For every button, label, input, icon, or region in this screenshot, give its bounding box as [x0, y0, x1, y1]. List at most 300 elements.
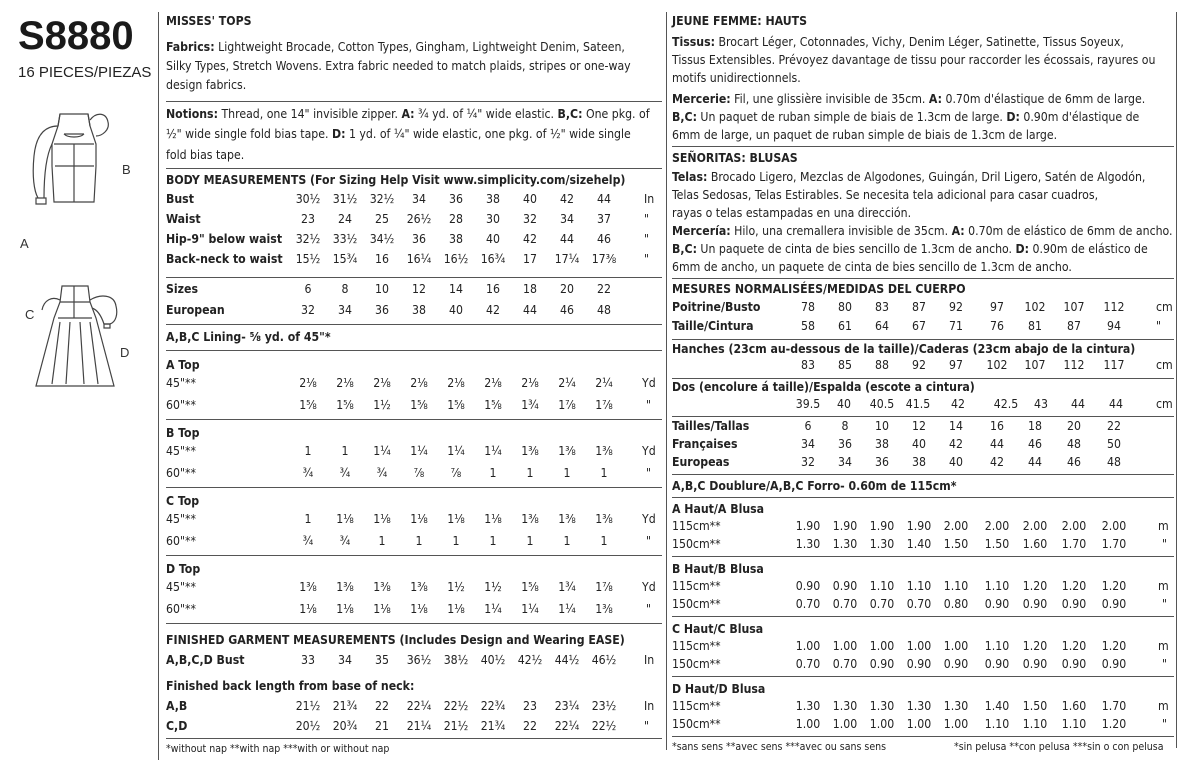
value-cell: 20½	[295, 719, 321, 733]
value-cell: 31½	[332, 192, 358, 206]
unit-label: Yd	[642, 376, 656, 390]
value-cell: 1	[304, 444, 312, 458]
fr-mercerie-line	[672, 108, 1139, 126]
rule	[672, 497, 1174, 498]
value-cell: 1¼	[373, 444, 391, 458]
row-label: 60"**	[166, 398, 196, 412]
value-cell: 2⅛	[521, 376, 539, 390]
value-cell: 0.90	[1061, 657, 1087, 671]
value-cell: 26½	[406, 212, 432, 226]
value-cell: 1⅝	[299, 398, 317, 412]
row-label: 60"**	[166, 466, 196, 480]
notions-line: fold bias tape.	[166, 148, 245, 162]
value-cell: 12	[912, 419, 926, 433]
value-cell: 1.50	[1022, 699, 1048, 713]
top-title: B Top	[166, 426, 200, 440]
row-label: European	[166, 303, 225, 317]
value-cell: 22	[523, 719, 537, 733]
value-cell: 0.70	[832, 657, 858, 671]
unit-label: "	[1162, 717, 1168, 731]
row-label: 45"**	[166, 444, 196, 458]
value-cell: 1	[563, 534, 571, 548]
value-cell: 2.00	[1061, 519, 1087, 533]
value-cell: 80	[838, 300, 852, 314]
value-cell: 33	[301, 653, 315, 667]
unit-label: m	[1158, 639, 1169, 653]
value-cell: 58	[801, 319, 815, 333]
rule	[672, 676, 1174, 677]
value-cell: 35	[375, 653, 389, 667]
value-cell: 1.10	[869, 579, 895, 593]
text-run: Notions:	[166, 107, 218, 121]
value-cell: 0.90	[943, 657, 969, 671]
value-cell: 1.00	[832, 717, 858, 731]
value-cell: 61	[838, 319, 852, 333]
value-cell: 1	[526, 534, 534, 548]
value-cell: 97	[949, 358, 963, 372]
value-cell: 1	[452, 534, 460, 548]
footnote-en: *without nap **with nap ***with or without nap	[166, 743, 390, 755]
rule	[166, 419, 662, 420]
value-cell: 1.90	[795, 519, 821, 533]
value-cell: 16½	[443, 252, 469, 266]
row-label: Hip-9" below waist	[166, 232, 283, 246]
value-cell: 36½	[406, 653, 432, 667]
value-cell: 48	[1067, 437, 1081, 451]
fr-mercerie-line	[672, 90, 1145, 108]
value-cell: 23½	[591, 699, 617, 713]
fabrics-line: Silky Types, Stretch Wovens. Extra fabric needed to match plaids, stripes or one-way	[166, 59, 631, 73]
es-title: SEÑORITAS: BLUSAS	[672, 151, 798, 165]
value-cell: 1	[526, 466, 534, 480]
value-cell: 1⅝	[521, 580, 539, 594]
value-cell: 32	[801, 455, 815, 469]
value-cell: 1⅛	[447, 512, 465, 526]
value-cell: 1.20	[1101, 579, 1127, 593]
value-cell: 1.20	[1022, 579, 1048, 593]
value-cell: 1.30	[943, 699, 969, 713]
value-cell: 0.90	[1061, 597, 1087, 611]
value-cell: 1.30	[795, 699, 821, 713]
value-cell: 38	[486, 192, 500, 206]
footnote-es: *sin pelusa **con pelusa ***sin o con pelusa	[954, 741, 1164, 753]
unit-label: "	[1162, 597, 1168, 611]
tissus-line: motifs unidirectionnels.	[672, 71, 801, 85]
value-cell: 1.90	[869, 519, 895, 533]
value-cell: 81	[1028, 319, 1042, 333]
value-cell: 1.10	[943, 579, 969, 593]
value-cell: 1⅛	[373, 602, 391, 616]
text-run: 0.70m de elástico de 6mm de ancho.	[964, 224, 1173, 238]
value-cell: 8	[341, 282, 349, 296]
text-run: ¾ yd. of ¼" wide elastic.	[414, 107, 558, 121]
value-cell: 1⅝	[410, 398, 428, 412]
dos-label: Dos (encolure á taille)/Espalda (escote a cintura)	[672, 380, 975, 394]
unit-label: cm	[1156, 397, 1173, 411]
row-label: 150cm**	[672, 717, 721, 731]
haut-title: C Haut/C Blusa	[672, 622, 764, 636]
row-label: A,B	[166, 699, 188, 713]
value-cell: ⅞	[413, 466, 425, 480]
value-cell: 1⅛	[410, 602, 428, 616]
value-cell: 2.00	[943, 519, 969, 533]
text-run: Mercería:	[672, 224, 731, 238]
value-cell: 18	[523, 282, 537, 296]
unit-label: "	[646, 466, 652, 480]
hanches-label: Hanches (23cm au-dessous de la taille)/Caderas (23cm abajo de la cintura)	[672, 342, 1136, 356]
value-cell: 15½	[295, 252, 321, 266]
value-cell: 1⅛	[336, 602, 354, 616]
value-cell: 22¼	[406, 699, 432, 713]
value-cell: 1⅞	[558, 398, 576, 412]
value-cell: 0.90	[869, 657, 895, 671]
text-run: Mercerie:	[672, 92, 731, 106]
value-cell: 1.00	[943, 717, 969, 731]
value-cell: 20¾	[332, 719, 358, 733]
view-label-a: A	[20, 236, 29, 251]
row-label: 150cm**	[672, 657, 721, 671]
value-cell: 23	[301, 212, 315, 226]
value-cell: 1.70	[1061, 537, 1087, 551]
value-cell: 1.90	[832, 519, 858, 533]
value-cell: 1⅜	[521, 512, 539, 526]
value-cell: 36	[449, 192, 463, 206]
unit-label: Yd	[642, 580, 656, 594]
value-cell: 43	[1034, 397, 1048, 411]
value-cell: 1.10	[906, 579, 932, 593]
lining-note: A,B,C Lining- ⅝ yd. of 45"*	[166, 330, 331, 344]
unit-label: "	[644, 719, 650, 733]
finished-back-label: Finished back length from base of neck:	[166, 679, 415, 693]
text-run: Thread, one 14" invisible zipper.	[217, 107, 402, 121]
body-measurements-title: BODY MEASUREMENTS (For Sizing Help Visit www.simplicity.com/sizehelp)	[166, 173, 626, 187]
value-cell: 1⅝	[447, 398, 465, 412]
value-cell: 1¼	[447, 444, 465, 458]
value-cell: 1⅜	[299, 580, 317, 594]
value-cell: 94	[1107, 319, 1121, 333]
value-cell: 1.70	[1101, 537, 1127, 551]
row-label: 115cm**	[672, 639, 721, 653]
value-cell: 32	[523, 212, 537, 226]
value-cell: 1.30	[795, 537, 821, 551]
text-run: A:	[951, 224, 965, 238]
row-label: 60"**	[166, 534, 196, 548]
value-cell: 1.20	[1061, 579, 1087, 593]
haut-title: A Haut/A Blusa	[672, 502, 765, 516]
value-cell: 112	[1103, 300, 1125, 314]
value-cell: 1	[489, 534, 497, 548]
value-cell: 21	[375, 719, 389, 733]
value-cell: 34	[338, 653, 352, 667]
value-cell: 44	[990, 437, 1004, 451]
value-cell: 44	[1028, 455, 1042, 469]
value-cell: 1.10	[1022, 717, 1048, 731]
value-cell: 1⅛	[299, 602, 317, 616]
row-label: 45"**	[166, 376, 196, 390]
value-cell: 1.60	[1022, 537, 1048, 551]
value-cell: 1.40	[984, 699, 1010, 713]
value-cell: 30½	[295, 192, 321, 206]
value-cell: 102	[1024, 300, 1046, 314]
value-cell: 1⅜	[373, 580, 391, 594]
fabrics-line: design fabrics.	[166, 78, 247, 92]
row-label: C,D	[166, 719, 188, 733]
value-cell: 6	[804, 419, 812, 433]
row-label: Taille/Cintura	[672, 319, 754, 333]
value-cell: 1.00	[832, 639, 858, 653]
value-cell: 1.50	[984, 537, 1010, 551]
value-cell: 14	[949, 419, 963, 433]
value-cell: 1¼	[558, 602, 576, 616]
value-cell: 37	[597, 212, 611, 226]
value-cell: 16	[375, 252, 389, 266]
row-label: A,B,C,D Bust	[166, 653, 245, 667]
unit-label: m	[1158, 519, 1169, 533]
text-run: Tissus:	[672, 35, 716, 49]
value-cell: 1½	[484, 580, 502, 594]
value-cell: 44½	[554, 653, 580, 667]
unit-label: m	[1158, 579, 1169, 593]
value-cell: 42	[990, 455, 1004, 469]
unit-label: cm	[1156, 358, 1173, 372]
value-cell: 1⅜	[595, 444, 613, 458]
tissus-line	[672, 33, 1124, 51]
top-title: C Top	[166, 494, 200, 508]
value-cell: 0.90	[1022, 597, 1048, 611]
text-run: ½" wide single fold bias tape.	[166, 127, 332, 141]
row-label: Sizes	[166, 282, 198, 296]
row-label: Tailles/Tallas	[672, 419, 750, 433]
value-cell: 1.30	[832, 699, 858, 713]
value-cell: ¾	[376, 466, 388, 480]
text-run: B,C:	[557, 107, 583, 121]
value-cell: 1⅞	[595, 398, 613, 412]
text-run: Lightweight Brocade, Cotton Types, Gingham, Lightweight Denim, Sateen,	[214, 40, 625, 54]
value-cell: 1⅜	[521, 444, 539, 458]
unit-label: In	[644, 192, 655, 206]
view-label-c: C	[25, 307, 35, 322]
value-cell: 1	[341, 444, 349, 458]
value-cell: 10	[375, 282, 389, 296]
value-cell: 22	[375, 699, 389, 713]
value-cell: 83	[875, 300, 889, 314]
value-cell: 1¼	[521, 602, 539, 616]
value-cell: 12	[412, 282, 426, 296]
row-label: 45"**	[166, 512, 196, 526]
value-cell: 1	[600, 534, 608, 548]
rule	[166, 324, 662, 325]
value-cell: 1.10	[1061, 717, 1087, 731]
value-cell: 22¾	[480, 699, 506, 713]
value-cell: 44	[597, 192, 611, 206]
value-cell: 1.50	[943, 537, 969, 551]
value-cell: 16¾	[480, 252, 506, 266]
value-cell: 42½	[517, 653, 543, 667]
en-title: MISSES' TOPS	[166, 14, 252, 28]
value-cell: 1.00	[869, 717, 895, 731]
value-cell: 46	[1067, 455, 1081, 469]
value-cell: 1.20	[1101, 639, 1127, 653]
value-cell: 32	[301, 303, 315, 317]
value-cell: 102	[986, 358, 1008, 372]
value-cell: 44	[560, 232, 574, 246]
fr-mercerie-line: 6mm de large, un paquet de ruban simple de biais de 1.3cm de large.	[672, 128, 1058, 142]
value-cell: 0.70	[906, 597, 932, 611]
value-cell: 50	[1107, 437, 1121, 451]
value-cell: 38½	[443, 653, 469, 667]
value-cell: 0.90	[1101, 657, 1127, 671]
value-cell: 40	[912, 437, 926, 451]
value-cell: 2¼	[558, 376, 576, 390]
value-cell: 42	[486, 303, 500, 317]
row-label: Bust	[166, 192, 194, 206]
value-cell: 1¼	[484, 602, 502, 616]
value-cell: 20	[1067, 419, 1081, 433]
text-run: Un paquet de ruban simple de biais de 1.3cm de large.	[696, 110, 1007, 124]
value-cell: 2.00	[1022, 519, 1048, 533]
value-cell: 1.00	[869, 639, 895, 653]
value-cell: 34	[838, 455, 852, 469]
value-cell: 22	[597, 282, 611, 296]
value-cell: 0.90	[984, 657, 1010, 671]
unit-label: In	[644, 699, 655, 713]
value-cell: 1.00	[906, 717, 932, 731]
value-cell: 17	[523, 252, 537, 266]
value-cell: 1.20	[1101, 717, 1127, 731]
value-cell: 46	[560, 303, 574, 317]
value-cell: 42	[951, 397, 965, 411]
value-cell: 42.5	[993, 397, 1019, 411]
divider-left	[158, 12, 159, 760]
value-cell: 36	[838, 437, 852, 451]
telas-line: Telas Sedosas, Telas Estirables. Se necesita tela adicional para casar cuadros,	[672, 188, 1099, 202]
value-cell: 1	[304, 512, 312, 526]
value-cell: 0.90	[832, 579, 858, 593]
text-run: B,C:	[672, 242, 697, 256]
rule	[672, 616, 1174, 617]
text-run: 0.90m de elástico de	[1029, 242, 1148, 256]
text-run: D:	[1015, 242, 1030, 256]
value-cell: 21½	[295, 699, 321, 713]
doublure-note: A,B,C Doublure/A,B,C Forro- 0.60m de 115cm*	[672, 479, 957, 493]
value-cell: 107	[1024, 358, 1046, 372]
value-cell: 42	[523, 232, 537, 246]
value-cell: 2⅛	[336, 376, 354, 390]
value-cell: 1.10	[984, 717, 1010, 731]
text-run: One pkg. of	[582, 107, 650, 121]
value-cell: 87	[912, 300, 926, 314]
value-cell: 1⅞	[595, 580, 613, 594]
row-label: Europeas	[672, 455, 730, 469]
value-cell: 0.90	[906, 657, 932, 671]
row-label: Poitrine/Busto	[672, 300, 761, 314]
value-cell: 1.10	[984, 579, 1010, 593]
value-cell: 39.5	[795, 397, 821, 411]
value-cell: 1.00	[943, 639, 969, 653]
unit-label: cm	[1156, 300, 1173, 314]
value-cell: 36	[875, 455, 889, 469]
unit-label: Yd	[642, 444, 656, 458]
value-cell: 46	[1028, 437, 1042, 451]
value-cell: 41.5	[905, 397, 931, 411]
text-run: 0.70m d'élastique de 6mm de large.	[942, 92, 1146, 106]
value-cell: 1	[489, 466, 497, 480]
text-run: Brocado Ligero, Mezclas de Algodones, Guingán, Dril Ligero, Satén de Algodón,	[707, 170, 1146, 184]
text-run: Fabrics:	[166, 40, 215, 54]
value-cell: 18	[1028, 419, 1042, 433]
text-run: Brocart Léger, Cotonnades, Vichy, Denim Léger, Satinette, Tissus Soyeux,	[715, 35, 1124, 49]
value-cell: 1⅜	[410, 580, 428, 594]
value-cell: 1.00	[795, 717, 821, 731]
value-cell: 107	[1063, 300, 1085, 314]
value-cell: 1	[563, 466, 571, 480]
rule	[672, 146, 1174, 147]
value-cell: 1.30	[869, 699, 895, 713]
finished-title: FINISHED GARMENT MEASUREMENTS (Includes Design and Wearing EASE)	[166, 633, 625, 647]
row-label: 150cm**	[672, 597, 721, 611]
value-cell: 1¾	[558, 580, 576, 594]
rule	[672, 474, 1174, 475]
value-cell: 46	[597, 232, 611, 246]
value-cell: 0.70	[869, 597, 895, 611]
pieces-count: 16 PIECES/PIEZAS	[18, 64, 152, 81]
rule	[166, 350, 662, 351]
view-cd-sketch	[30, 278, 150, 394]
value-cell: 64	[875, 319, 889, 333]
es-merceria-line	[672, 222, 1173, 240]
value-cell: 2⅛	[447, 376, 465, 390]
left-panel	[0, 0, 158, 770]
view-label-b: B	[122, 162, 131, 177]
haut-title: D Haut/D Blusa	[672, 682, 766, 696]
value-cell: 2¼	[595, 376, 613, 390]
text-run: Telas:	[672, 170, 708, 184]
value-cell: 1.20	[1061, 639, 1087, 653]
value-cell: 40	[486, 232, 500, 246]
value-cell: 28	[449, 212, 463, 226]
value-cell: 1	[378, 534, 386, 548]
value-cell: 34	[412, 192, 426, 206]
value-cell: 38	[875, 437, 889, 451]
rule	[166, 487, 662, 488]
rule	[166, 101, 662, 102]
value-cell: ¾	[302, 466, 314, 480]
unit-label: m	[1158, 699, 1169, 713]
unit-label: "	[644, 252, 650, 266]
row-label: Waist	[166, 212, 201, 226]
value-cell: 44	[1109, 397, 1123, 411]
value-cell: 1⅝	[336, 398, 354, 412]
value-cell: 1.30	[832, 537, 858, 551]
unit-label: "	[1162, 657, 1168, 671]
row-label: 150cm**	[672, 537, 721, 551]
telas-line: rayas o telas estampadas en una dirección.	[672, 206, 912, 220]
value-cell: 40½	[480, 653, 506, 667]
rule	[166, 277, 662, 278]
value-cell: 15¾	[332, 252, 358, 266]
text-run: D:	[331, 127, 346, 141]
value-cell: 40	[523, 192, 537, 206]
value-cell: ¾	[339, 534, 351, 548]
value-cell: 20	[560, 282, 574, 296]
value-cell: 1⅛	[373, 512, 391, 526]
value-cell: 1⅜	[595, 602, 613, 616]
value-cell: 0.90	[795, 579, 821, 593]
rule	[672, 416, 1174, 417]
value-cell: 17⅜	[591, 252, 617, 266]
unit-label: Yd	[642, 512, 656, 526]
value-cell: 21¼	[406, 719, 432, 733]
